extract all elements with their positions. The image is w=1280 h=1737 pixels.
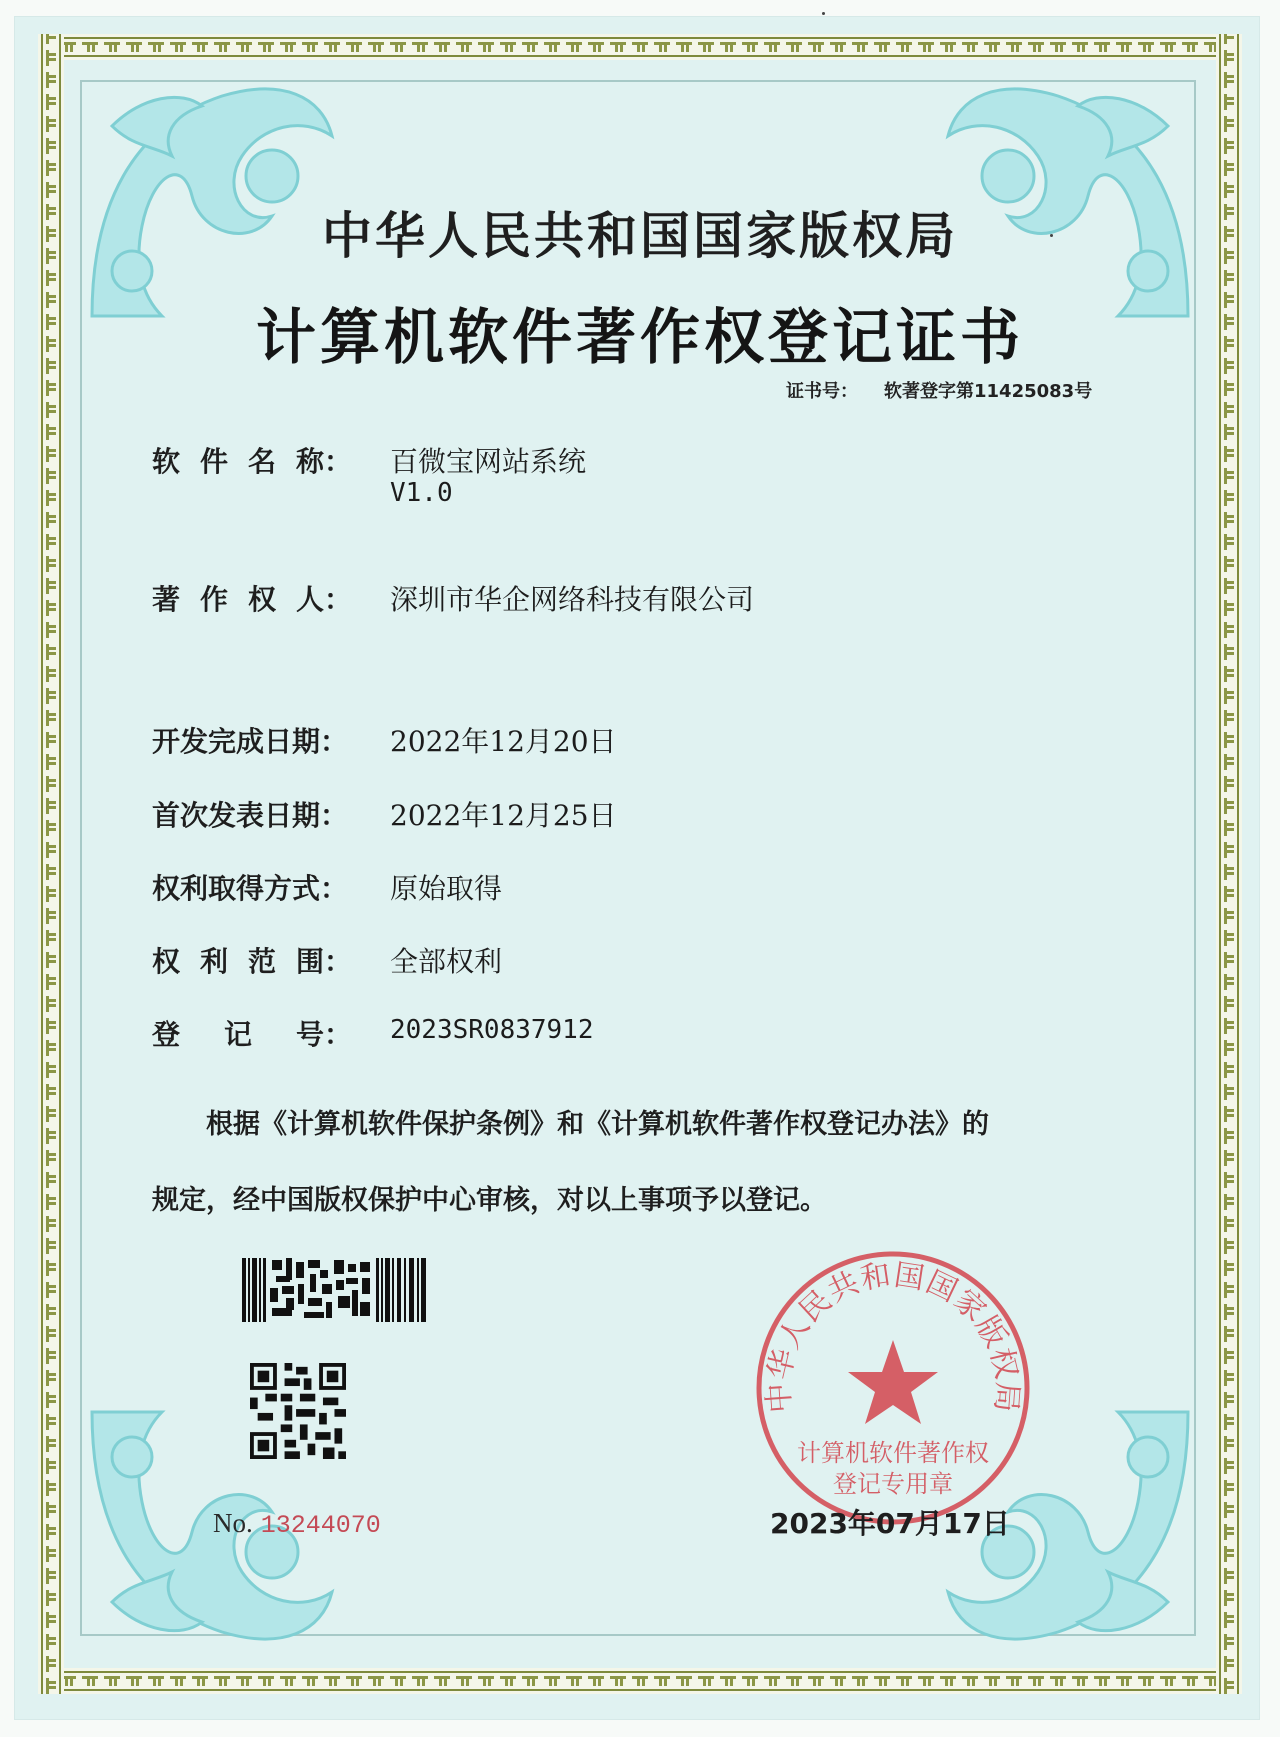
serial-number bbox=[213, 1508, 381, 1540]
border-left bbox=[38, 34, 64, 1694]
rights-scope-value: 全部权利 bbox=[390, 945, 503, 978]
certificate-number-label: 证书号： bbox=[786, 381, 858, 402]
copyright-owner-label: 著 作 权 人： bbox=[152, 583, 352, 616]
acquisition-method-value: 原始取得 bbox=[390, 872, 503, 905]
rights-scope-label: 权 利 范 围： bbox=[152, 945, 352, 978]
registration-number-value: 2023SR0837912 bbox=[390, 1015, 594, 1045]
certificate-number-value: 软著登字第11425083号 bbox=[884, 381, 1093, 402]
official-seal bbox=[753, 1248, 1033, 1528]
publication-date-value: 2022年12月25日 bbox=[390, 799, 617, 832]
seal-star-icon bbox=[848, 1340, 938, 1424]
statement-line-1: 根据《计算机软件保护条例》和《计算机软件著作权登记办法》的 bbox=[206, 1109, 989, 1140]
software-version: V1.0 bbox=[390, 478, 453, 508]
completion-date-label: 开发完成日期： bbox=[152, 725, 349, 758]
certificate-number bbox=[786, 377, 1092, 403]
qr-code bbox=[250, 1363, 346, 1459]
software-name-label: 软 件 名 称： bbox=[152, 445, 352, 478]
border-right bbox=[1216, 34, 1242, 1694]
publication-date-label: 首次发表日期： bbox=[152, 799, 349, 832]
speck bbox=[822, 12, 825, 15]
seal-inner-line-1: 计算机软件著作权 bbox=[797, 1439, 989, 1467]
serial-prefix: No. bbox=[213, 1508, 253, 1538]
serial-value: 13244070 bbox=[260, 1511, 381, 1540]
seal-date: 2023年07月17日 bbox=[770, 1507, 1010, 1540]
copyright-owner-value: 深圳市华企网络科技有限公司 bbox=[390, 583, 755, 616]
certificate-title: 计算机软件著作权登记证书 bbox=[256, 303, 1024, 373]
border-bottom bbox=[38, 1668, 1242, 1694]
border-top bbox=[38, 34, 1242, 60]
registration-number-label: 登 记 号： bbox=[152, 1018, 352, 1051]
statement-line-2: 规定，经中国版权保护中心审核，对以上事项予以登记。 bbox=[152, 1185, 827, 1216]
issuing-authority: 中华人民共和国国家版权局 bbox=[322, 207, 958, 265]
seal-inner-line-2: 登记专用章 bbox=[833, 1470, 953, 1498]
seal-outer-text: 中华人民共和国国家版权局 bbox=[761, 1257, 1025, 1415]
software-name-value: 百微宝网站系统 bbox=[390, 445, 587, 478]
completion-date-value: 2022年12月20日 bbox=[390, 725, 617, 758]
acquisition-method-label: 权利取得方式： bbox=[152, 872, 349, 905]
barcode bbox=[242, 1258, 426, 1322]
